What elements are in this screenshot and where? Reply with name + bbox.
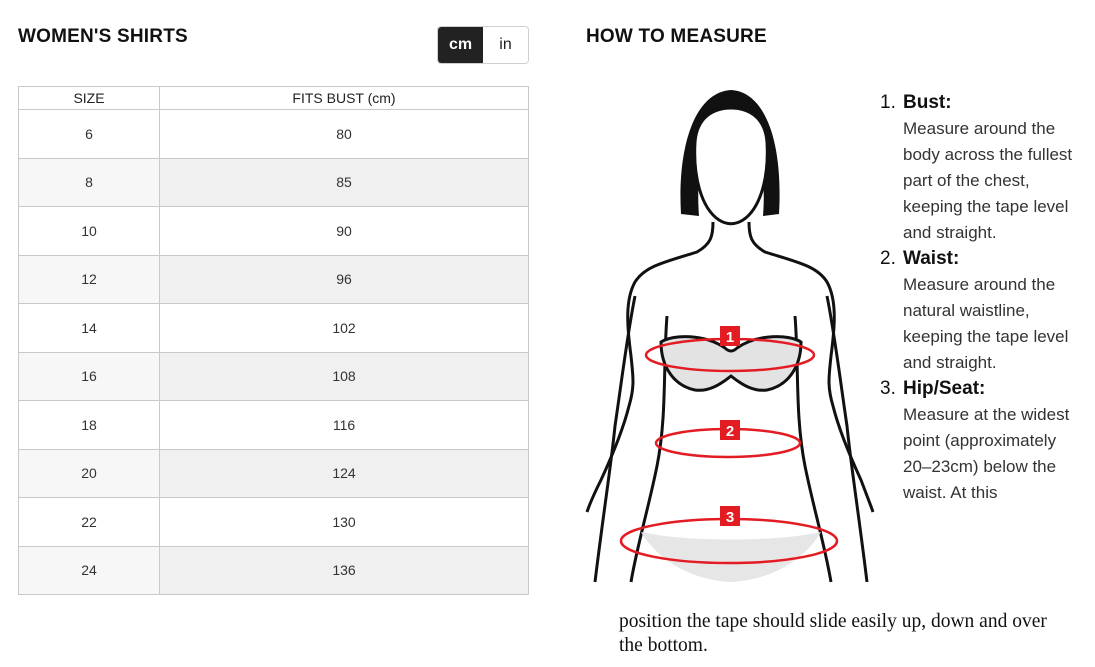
step-description: Measure at the widest point (approximately 20–23cm) below the waist. At this: [903, 405, 1070, 502]
marker-3: [720, 506, 740, 526]
size-column-header: SIZE: [19, 87, 160, 110]
size-cell: 14: [19, 304, 160, 353]
table-row: [19, 546, 529, 595]
bust-column-header: FITS BUST (cm): [160, 87, 529, 110]
marker-2: [720, 420, 740, 440]
size-cell: 20: [19, 449, 160, 498]
bust-cell: 124: [160, 449, 529, 498]
table-row: [19, 498, 529, 547]
measure-instructions: [880, 90, 1075, 506]
step-title: Hip/Seat:: [903, 378, 986, 399]
bust-cell: 136: [160, 546, 529, 595]
face-outline: [695, 108, 768, 224]
table-row: [19, 352, 529, 401]
step-heading: [880, 246, 1075, 272]
size-cell: 8: [19, 158, 160, 207]
right-arm: [827, 296, 867, 582]
step-hip: [880, 376, 1075, 506]
step-description: Measure around the natural waistline, keeping the tape level and straight.: [903, 275, 1069, 372]
body-measurement-figure: [585, 86, 877, 586]
size-table: [18, 86, 529, 595]
bust-cell: 102: [160, 304, 529, 353]
bust-cell: 80: [160, 110, 529, 159]
bust-cell: 130: [160, 498, 529, 547]
size-cell: 16: [19, 352, 160, 401]
step-waist: [880, 246, 1075, 376]
table-row: [19, 449, 529, 498]
page-title: WOMEN'S SHIRTS: [18, 26, 188, 47]
step-number: 1.: [880, 92, 896, 113]
svg-text:1: 1: [725, 329, 735, 346]
step-number: 3.: [880, 378, 896, 399]
step-heading: [880, 90, 1075, 116]
step-title: Waist:: [903, 248, 960, 269]
size-cell: 12: [19, 255, 160, 304]
left-arm: [595, 296, 635, 582]
step-title: Bust:: [903, 92, 952, 113]
unit-toggle: [437, 26, 529, 64]
step-bust: [880, 90, 1075, 246]
table-row: [19, 304, 529, 353]
step-heading: [880, 376, 1075, 402]
size-cell: 10: [19, 207, 160, 256]
bust-cell: 85: [160, 158, 529, 207]
bust-cell: 116: [160, 401, 529, 450]
size-cell: 24: [19, 546, 160, 595]
size-cell: 22: [19, 498, 160, 547]
table-row: [19, 401, 529, 450]
table-row: [19, 110, 529, 159]
table-row: [19, 207, 529, 256]
how-to-measure-title: HOW TO MEASURE: [586, 26, 767, 47]
size-cell: 6: [19, 110, 160, 159]
underwear-shape: [641, 532, 821, 582]
table-row: [19, 158, 529, 207]
hip-instruction-continuation: position the tape should slide easily up, down and over the bottom.: [619, 611, 1047, 656]
svg-text:2: 2: [725, 423, 735, 440]
unit-in-button[interactable]: in: [483, 27, 528, 63]
table-row: [19, 255, 529, 304]
step-description: Measure around the body across the fullest part of the chest, keeping the tape level and straight.: [903, 119, 1073, 242]
bust-cell: 108: [160, 352, 529, 401]
svg-text:3: 3: [725, 509, 735, 526]
bust-cell: 96: [160, 255, 529, 304]
bust-cell: 90: [160, 207, 529, 256]
marker-1: [720, 326, 740, 346]
unit-cm-button[interactable]: cm: [438, 27, 483, 63]
step-number: 2.: [880, 248, 896, 269]
size-cell: 18: [19, 401, 160, 450]
table-header-row: [19, 87, 529, 110]
